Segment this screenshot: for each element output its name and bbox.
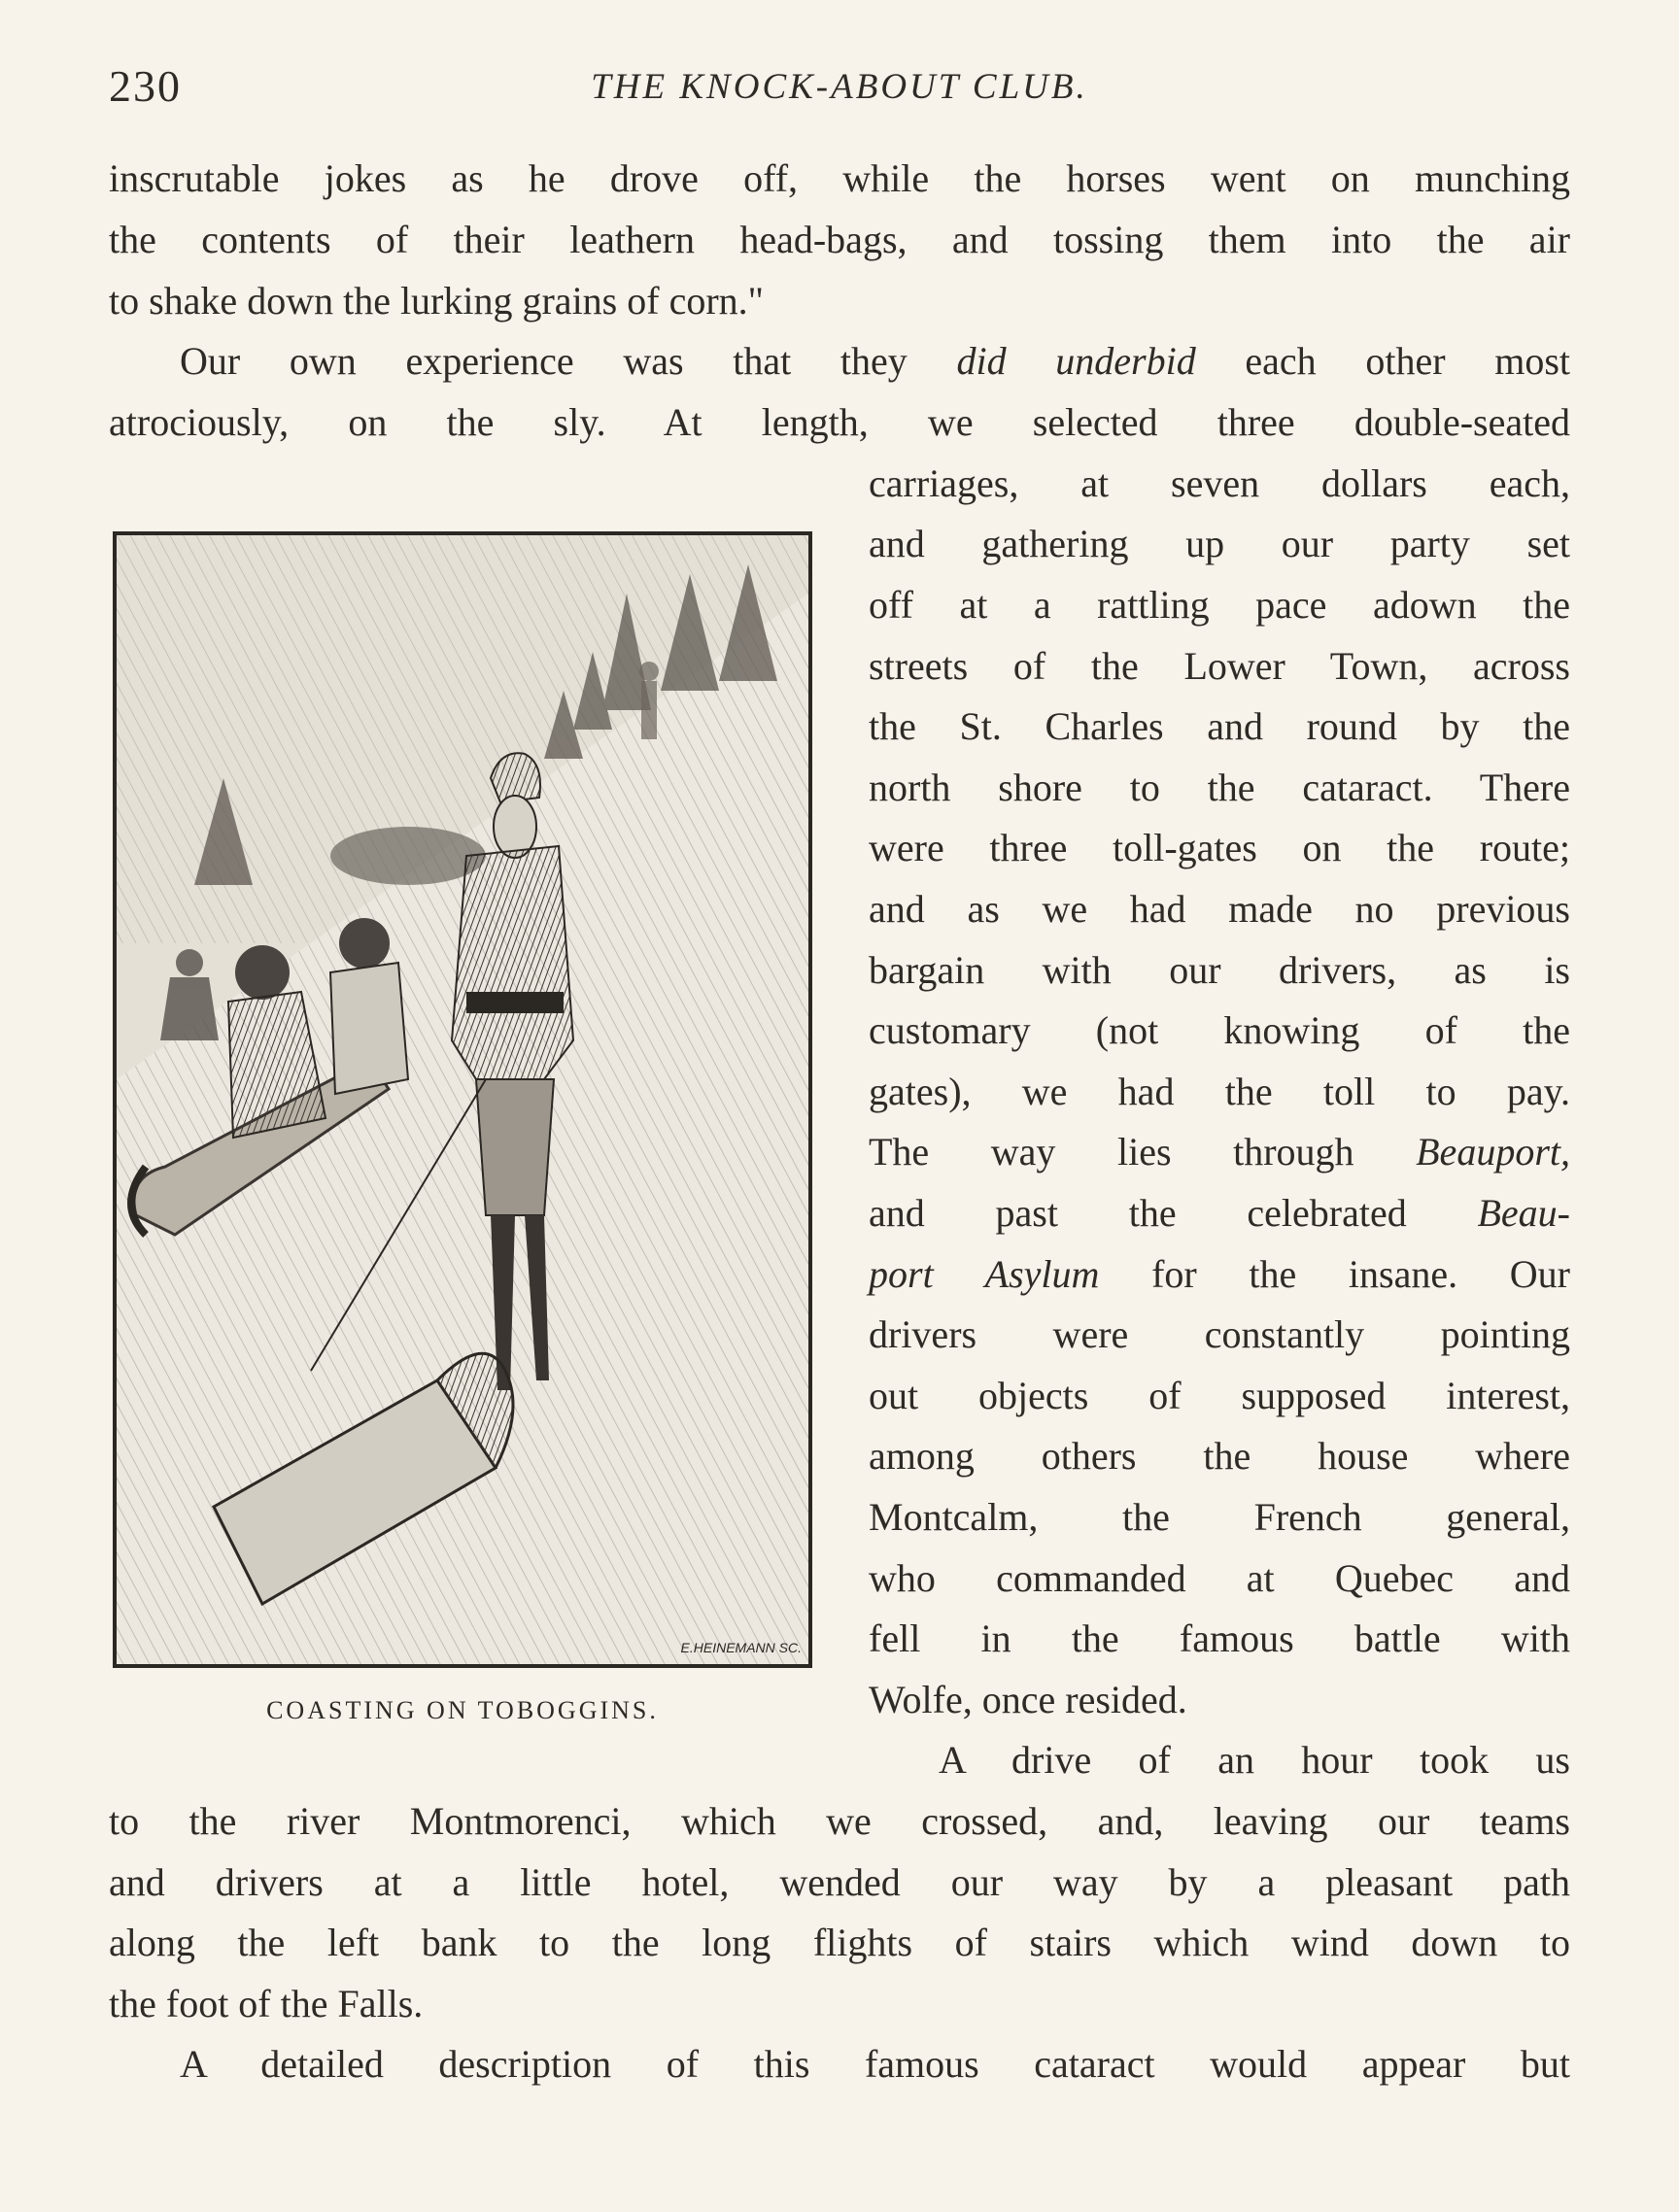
text-span: The way lies through	[869, 1130, 1417, 1174]
text-line: to the river Montmorenci, which we crossed, and, leaving our teams	[109, 1799, 1570, 1843]
text-line: off at a rattling pace adown the	[869, 583, 1570, 627]
text-line: inscrutable jokes as he drove off, while the horses went on munching	[109, 156, 1570, 200]
text-line: north shore to the cataract. There	[869, 766, 1570, 809]
text-line: along the left bank to the long flights of stairs which wind down to	[109, 1921, 1570, 1964]
text-line: A detailed description of this famous cataract would appear but	[180, 2042, 1570, 2086]
engraver-signature: E.HEINEMANN SC.	[680, 1640, 802, 1655]
text-line	[869, 1253, 1570, 1296]
italic-span: did underbid	[956, 339, 1196, 383]
text-line: drivers were constantly pointing	[869, 1312, 1570, 1356]
text-line: streets of the Lower Town, across	[869, 644, 1570, 688]
italic-span: Beauport,	[1416, 1130, 1570, 1174]
text-line: who commanded at Quebec and	[869, 1556, 1570, 1600]
italic-span: Beau-	[1477, 1191, 1570, 1235]
page-number: 230	[109, 61, 182, 111]
text-span: for the insane. Our	[1099, 1252, 1570, 1296]
text-line: were three toll-gates on the route;	[869, 826, 1570, 869]
text-line: to shake down the lurking grains of corn."	[109, 279, 764, 323]
text-span: each other most	[1195, 339, 1570, 383]
running-head: THE KNOCK-ABOUT CLUB.	[591, 67, 1088, 107]
text-line: Wolfe, once resided.	[869, 1678, 1187, 1721]
text-line: among others the house where	[869, 1434, 1570, 1478]
text-line: out objects of supposed interest,	[869, 1374, 1570, 1417]
text-line: the foot of the Falls.	[109, 1982, 424, 2025]
text-line: fell in the famous battle with	[869, 1616, 1570, 1660]
text-line	[180, 340, 1570, 383]
text-line: Montcalm, the French general,	[869, 1495, 1570, 1539]
text-line: and gathering up our party set	[869, 522, 1570, 565]
text-line: and as we had made no previous	[869, 887, 1570, 931]
text-line: and drivers at a little hotel, wended our way by a pleasant path	[109, 1860, 1570, 1904]
text-line: A drive of an hour took us	[939, 1738, 1570, 1782]
text-line	[869, 1131, 1570, 1174]
text-line: gates), we had the toll to pay.	[869, 1070, 1570, 1113]
text-span: Our own experience was that they	[180, 339, 957, 383]
page-header	[109, 60, 1570, 119]
italic-span: port Asylum	[869, 1252, 1100, 1296]
engraving-illustration	[113, 531, 812, 1668]
text-line: bargain with our drivers, as is	[869, 948, 1570, 992]
figure-caption: COASTING ON TOBOGGINS.	[266, 1696, 659, 1724]
text-line: the contents of their leathern head-bags, and tossing them into the air	[109, 218, 1570, 261]
text-line: customary (not knowing of the	[869, 1008, 1570, 1052]
text-line	[869, 1192, 1570, 1235]
toboggan-scene	[117, 535, 808, 1664]
text-span: and past the celebrated	[869, 1191, 1478, 1235]
text-line: the St. Charles and round by the	[869, 704, 1570, 748]
text-line: atrociously, on the sly. At length, we selected three double-seated	[109, 400, 1570, 444]
text-line: carriages, at seven dollars each,	[869, 461, 1570, 505]
